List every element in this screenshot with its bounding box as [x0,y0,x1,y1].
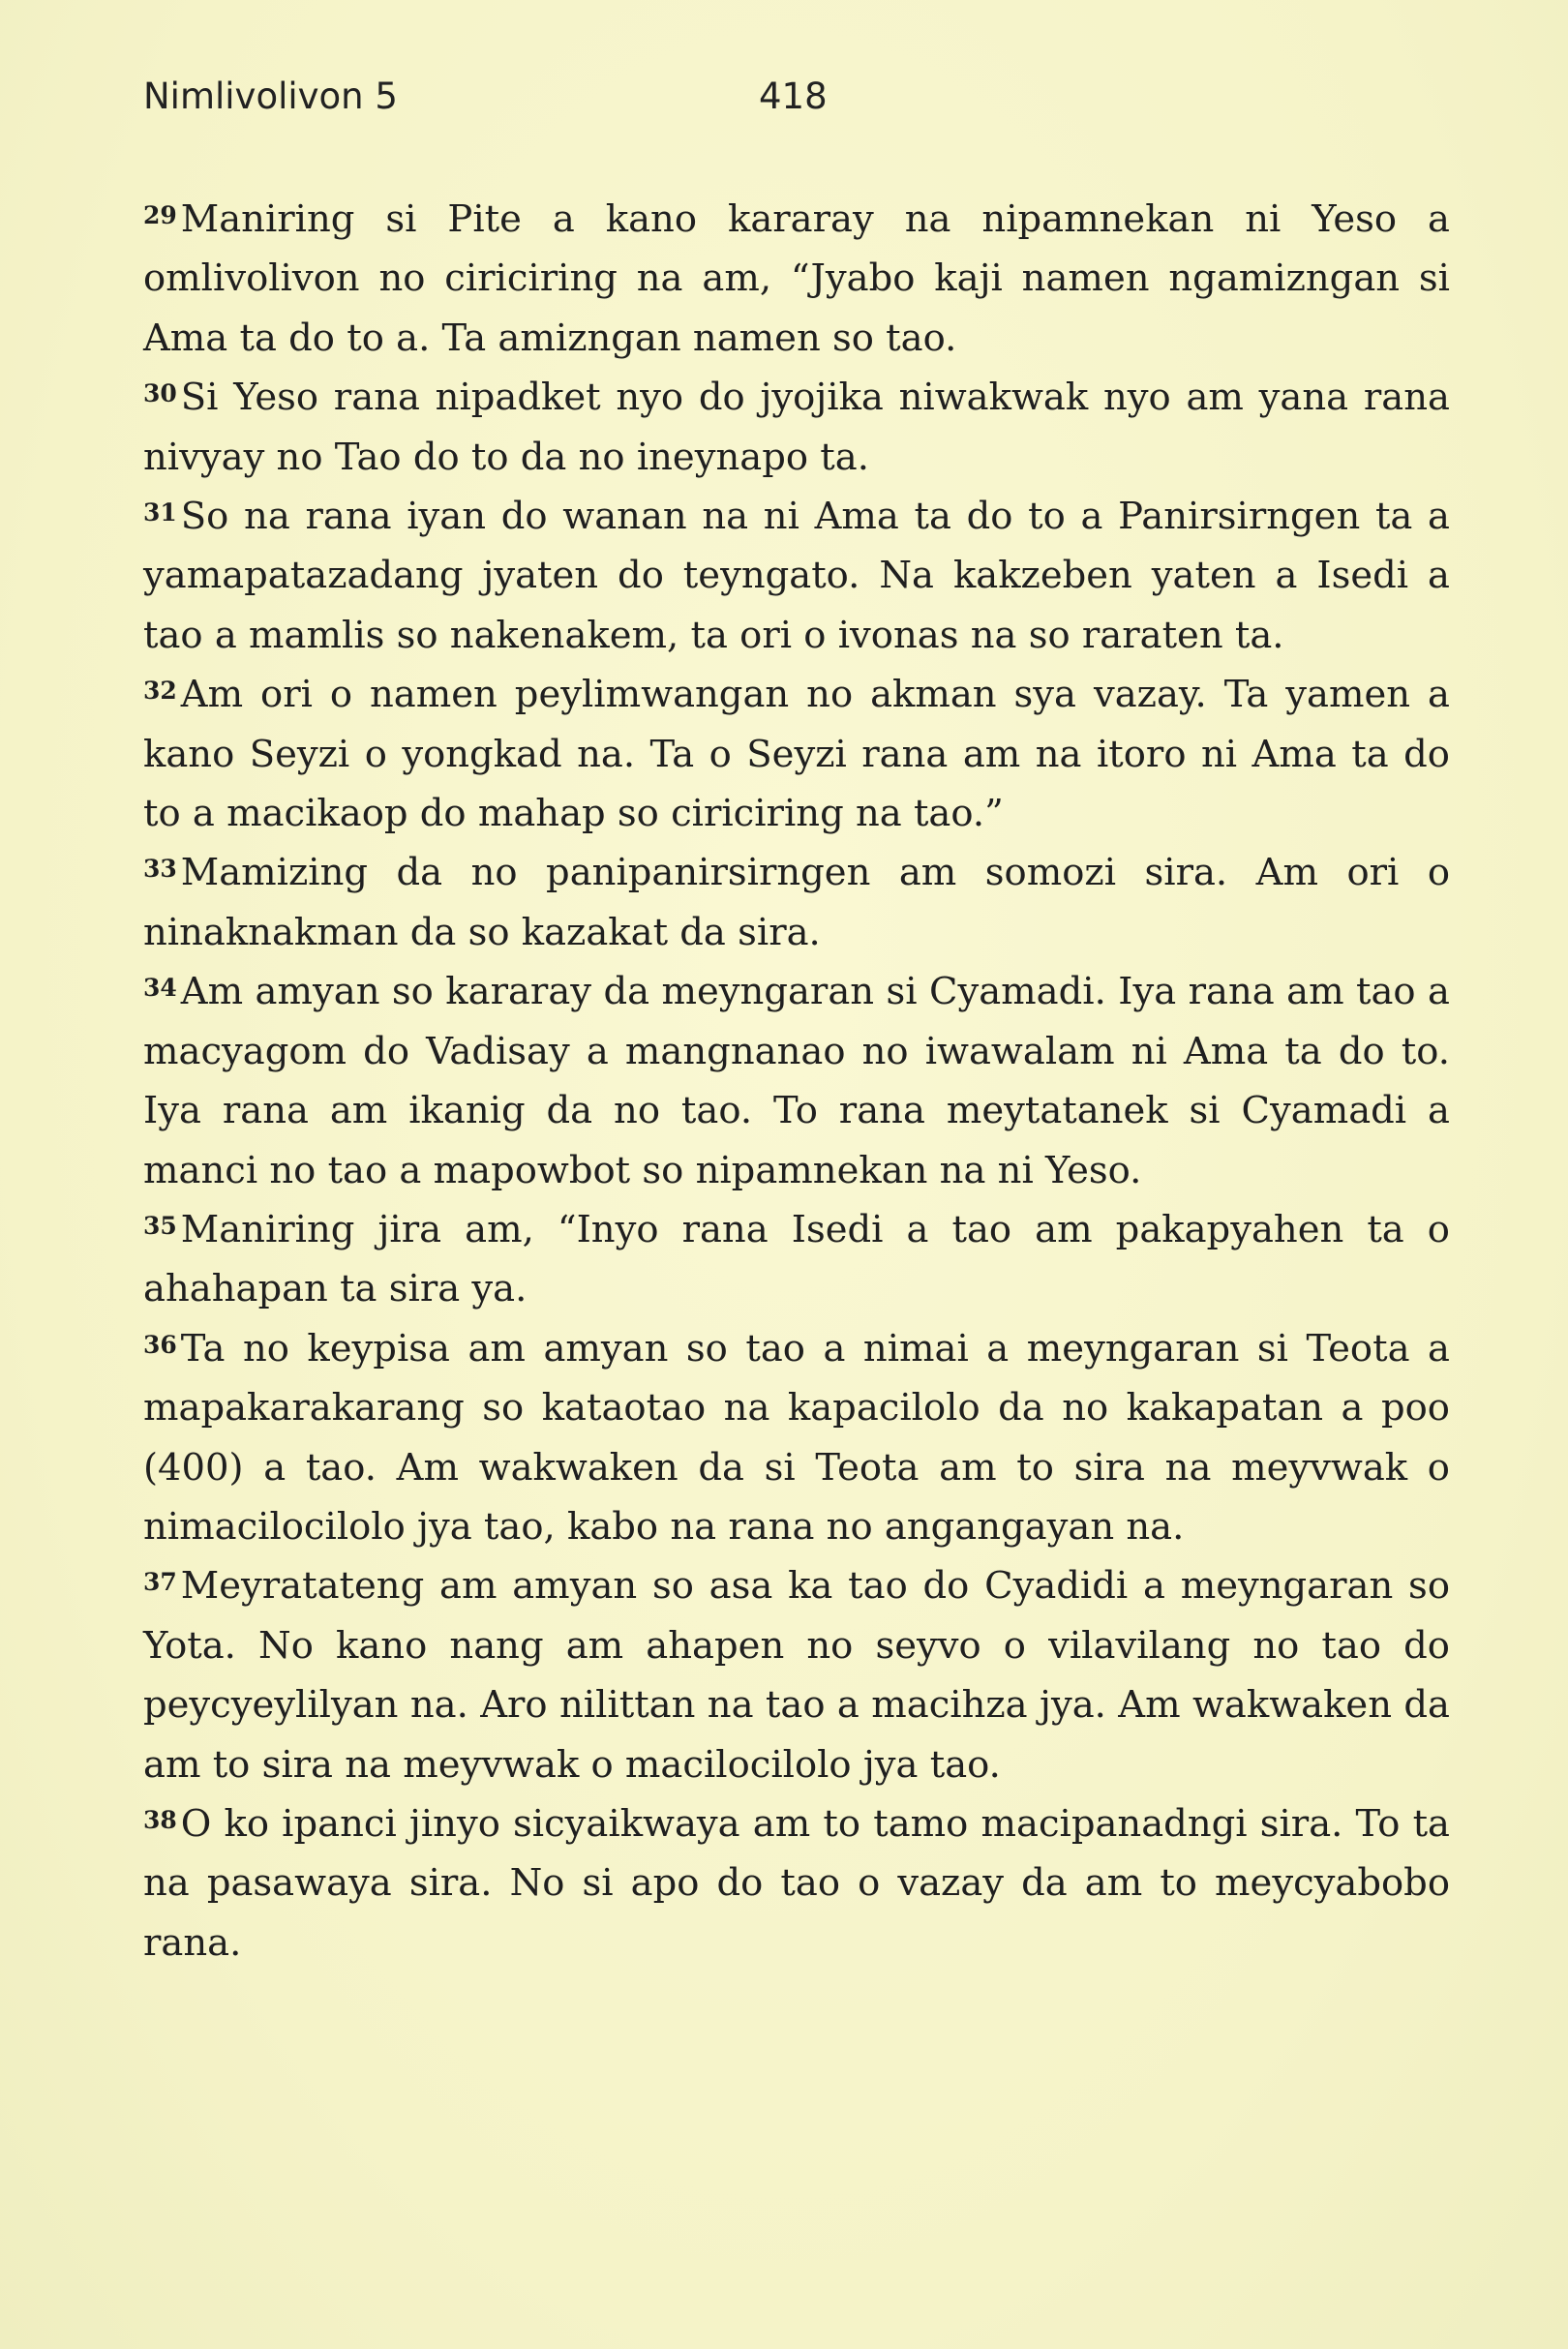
verse-number: 29 [143,201,177,229]
verse-35 [143,1200,1450,1319]
verse-text: Maniring si Pite a kano kararay na nipamnekan ni Yeso a omlivolivon no ciriciring na am, “Jyabo kaji namen ngamizngan si Ama ta do to a. Ta amizngan namen so tao. [143,197,1450,360]
verse-37 [143,1556,1450,1794]
verse-38 [143,1794,1450,1973]
body-text [143,190,1450,1973]
verse-number: 35 [143,1211,177,1240]
verse-number: 37 [143,1568,177,1597]
verse-36 [143,1319,1450,1557]
verse-29 [143,190,1450,368]
page-header [143,75,1440,134]
verse-text: Am amyan so kararay da meyngaran si Cyamadi. Iya rana am tao a macyagom do Vadisay a mangnanao no iwawalam ni Ama ta do to. Iya rana am ikanig da no tao. To rana meytatanek si Cyamadi a manci no tao a mapowbot so nipamnekan na ni Yeso. [143,970,1450,1192]
verse-number: 36 [143,1330,177,1359]
verse-31 [143,487,1450,665]
verse-number: 34 [143,974,177,1003]
verse-32 [143,665,1450,843]
verse-number: 30 [143,379,177,408]
book-title: Nimlivolivon 5 [143,75,398,117]
verse-number: 38 [143,1805,177,1834]
verse-text: Am ori o namen peylimwangan no akman sya vazay. Ta yamen a kano Seyzi o yongkad na. Ta o Seyzi rana am na itoro ni Ama ta do to a macikaop do mahap so ciriciring na tao.” [143,673,1450,836]
verse-text: Si Yeso rana nipadket nyo do jyojika niwakwak nyo am yana rana nivyay no Tao do to da no ineynapo ta. [143,376,1450,479]
verse-text: O ko ipanci jinyo sicyaikwaya am to tamo macipanadngi sira. To ta na pasawaya sira. No si apo do tao o vazay da am to meycyabobo rana. [143,1801,1450,1965]
verse-text: Ta no keypisa am amyan so tao a nimai a meyngaran si Teota a mapakarakarang so kataotao na kapacilolo da no kakapatan a poo (400) a tao. Am wakwaken da si Teota am to sira na meyvwak o nimacilocilolo jya tao, kabo na rana no angangayan na. [143,1326,1450,1549]
verse-text: Meyratateng am amyan so asa ka tao do Cyadidi a meyngaran so Yota. No kano nang am ahapen no seyvo o vilavilang no tao do peycyeylilyan na. Aro nilittan na tao a macihza jya. Am wakwaken da am to sira na meyvwak o macilocilolo jya tao. [143,1564,1450,1787]
page-number: 418 [759,75,828,117]
verse-number: 33 [143,855,177,884]
verse-text: So na rana iyan do wanan na ni Ama ta do to a Panirsirngen ta a yamapatazadang jyaten do teyngato. Na kakzeben yaten a Isedi a tao a mamlis so nakenakem, ta ori o ivonas na so raraten ta. [143,495,1450,657]
verse-number: 31 [143,498,177,527]
verse-text: Mamizing da no panipanirsirngen am somozi sira. Am ori o ninaknakman da so kazakat da sira. [143,851,1450,954]
verse-number: 32 [143,677,177,706]
verse-30 [143,368,1450,487]
verse-33 [143,843,1450,962]
verse-34 [143,962,1450,1200]
verse-text: Maniring jira am, “Inyo rana Isedi a tao am pakapyahen ta o ahahapan ta sira ya. [143,1207,1450,1311]
